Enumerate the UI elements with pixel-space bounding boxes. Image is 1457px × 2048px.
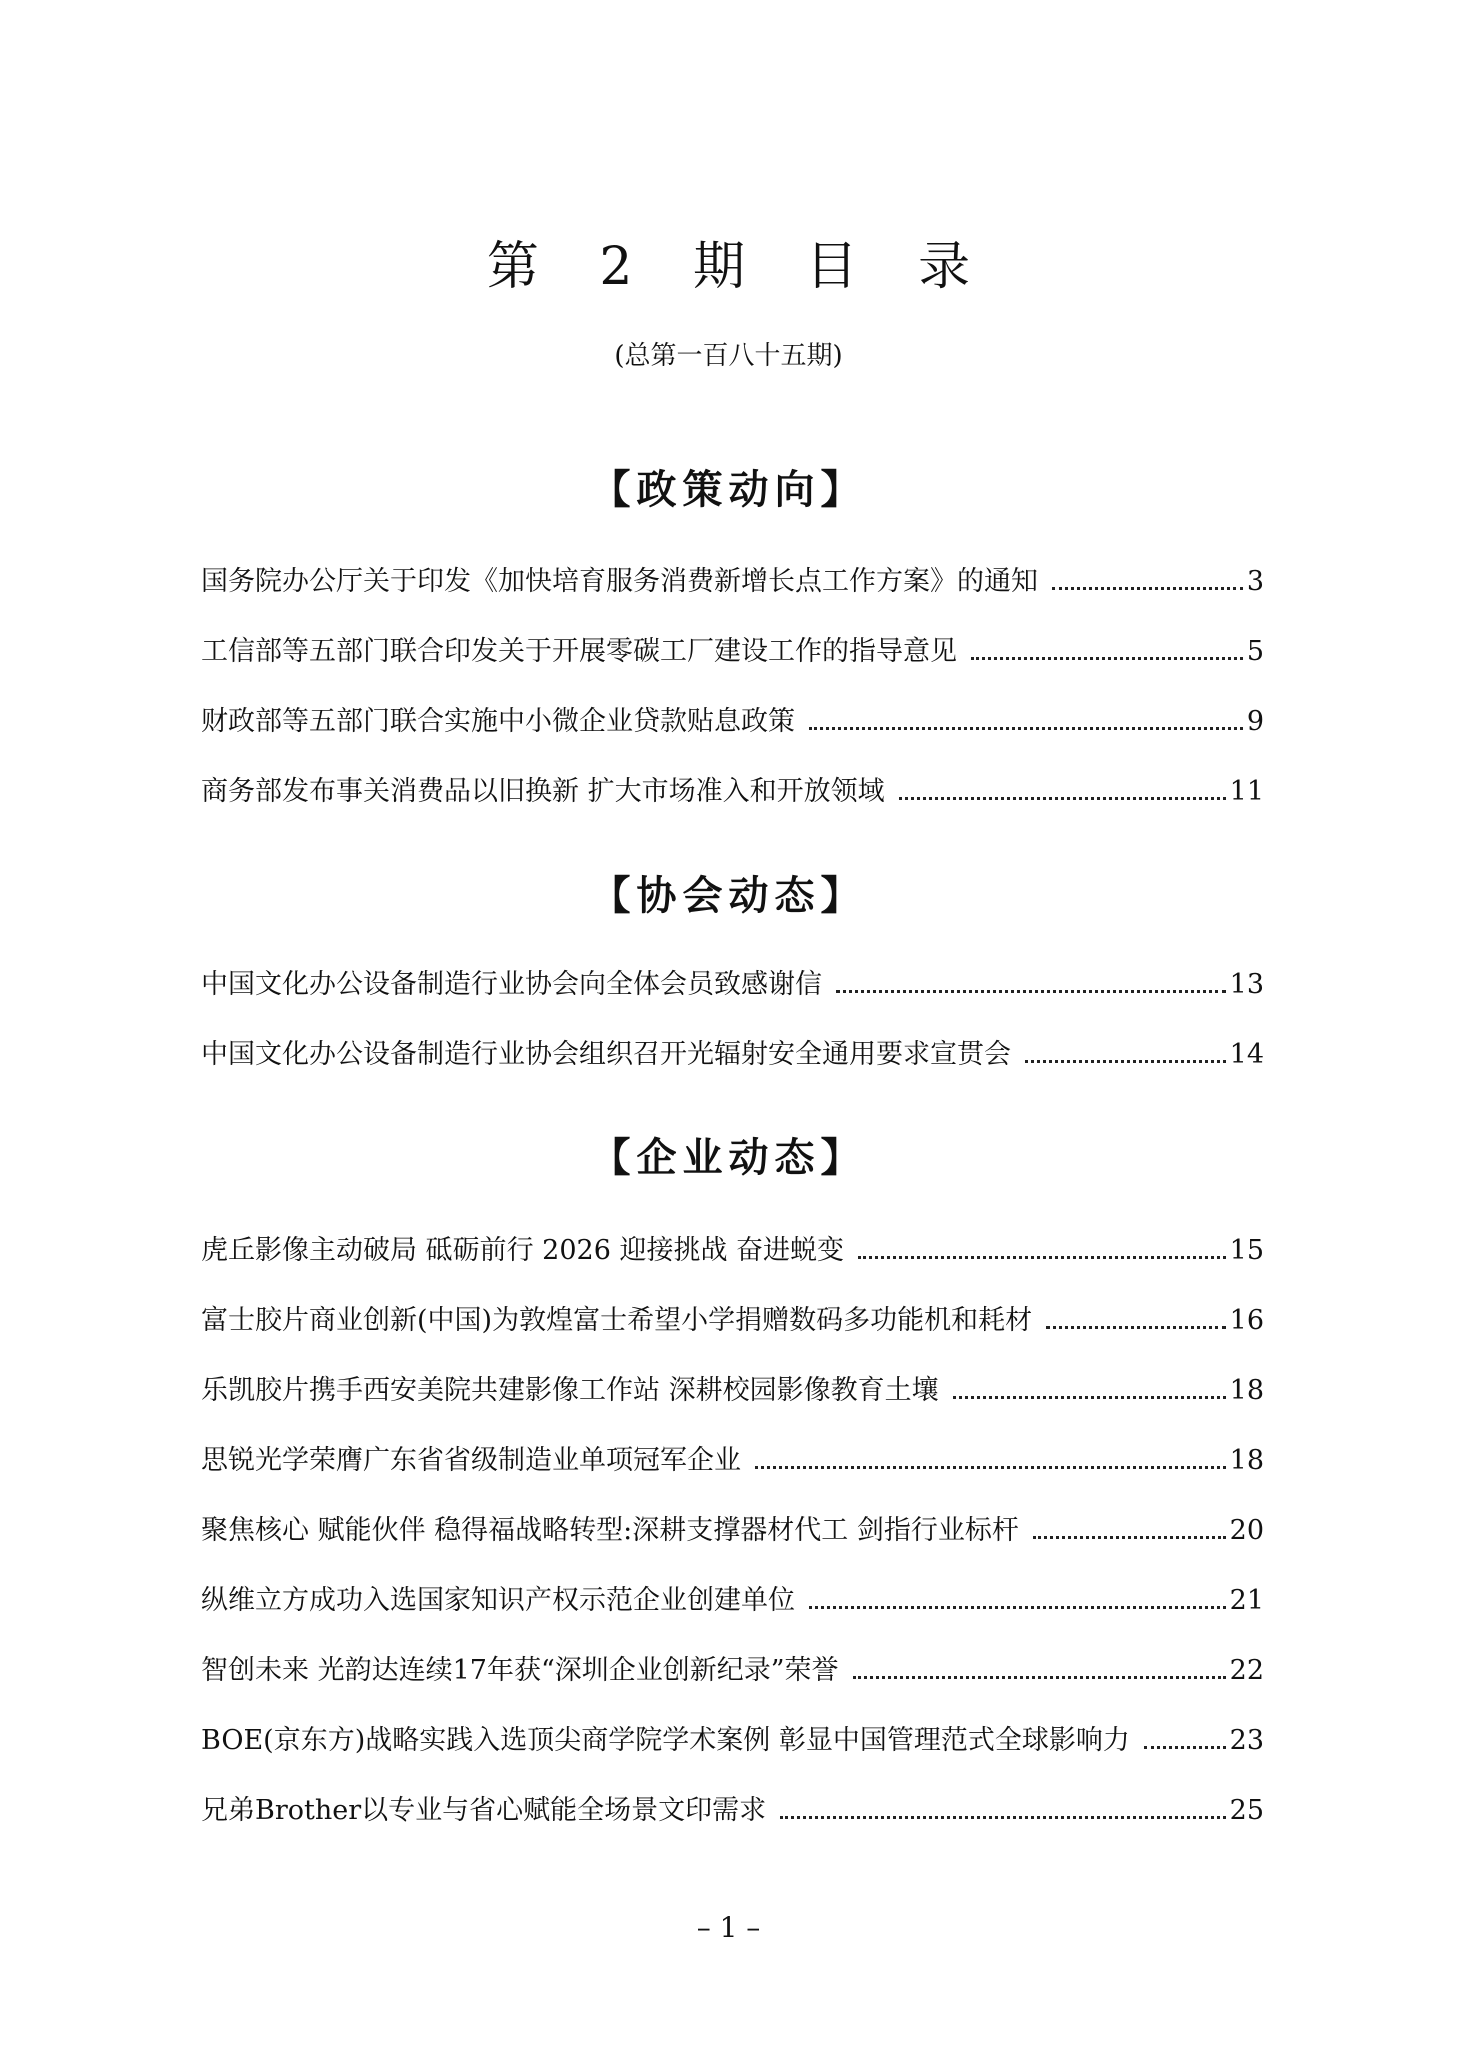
toc-row[interactable] bbox=[201, 702, 1264, 742]
toc-page: 23 bbox=[1229, 1725, 1264, 1756]
toc-leader-dots bbox=[809, 1606, 1226, 1609]
section-heading-association: 【协会动态】 bbox=[590, 872, 867, 919]
toc-leader-dots bbox=[1144, 1746, 1226, 1749]
toc-leader-dots bbox=[755, 1466, 1226, 1469]
toc-page: 11 bbox=[1229, 776, 1264, 807]
toc-title: 富士胶片商业创新(中国)为敦煌富士希望小学捐赠数码多功能机和耗材 bbox=[201, 1305, 1033, 1336]
page-title: 第 2 期 目 录 bbox=[486, 237, 993, 297]
toc-row[interactable] bbox=[201, 965, 1264, 1005]
toc-row[interactable] bbox=[201, 1035, 1264, 1075]
toc-page: 18 bbox=[1229, 1445, 1264, 1476]
toc-row[interactable] bbox=[201, 562, 1264, 602]
toc-leader-dots bbox=[953, 1396, 1226, 1399]
toc-page: 18 bbox=[1229, 1375, 1264, 1406]
toc-title: 智创未来 光韵达连续17年获“深圳企业创新纪录”荣誉 bbox=[201, 1655, 839, 1686]
toc-page: 25 bbox=[1229, 1795, 1264, 1826]
toc-row[interactable] bbox=[201, 1651, 1264, 1691]
toc-title: 中国文化办公设备制造行业协会组织召开光辐射安全通用要求宣贯会 bbox=[201, 1039, 1011, 1070]
toc-page: 3 bbox=[1246, 566, 1264, 597]
toc-page: 9 bbox=[1246, 706, 1264, 737]
page-subtitle: (总第一百八十五期) bbox=[614, 341, 843, 371]
toc-row[interactable] bbox=[201, 1791, 1264, 1831]
toc-leader-dots bbox=[1025, 1060, 1226, 1063]
toc-row[interactable] bbox=[201, 1721, 1264, 1761]
toc-title: 乐凯胶片携手西安美院共建影像工作站 深耕校园影像教育土壤 bbox=[201, 1375, 939, 1406]
toc-title: 中国文化办公设备制造行业协会向全体会员致感谢信 bbox=[201, 969, 822, 1000]
toc-leader-dots bbox=[971, 657, 1243, 660]
toc-row[interactable] bbox=[201, 1511, 1264, 1551]
toc-page: 16 bbox=[1229, 1305, 1264, 1336]
toc-page: 15 bbox=[1229, 1235, 1264, 1266]
toc-row[interactable] bbox=[201, 1581, 1264, 1621]
toc-leader-dots bbox=[899, 797, 1226, 800]
toc-row[interactable] bbox=[201, 1301, 1264, 1341]
toc-title: 国务院办公厅关于印发《加快培育服务消费新增长点工作方案》的通知 bbox=[201, 566, 1038, 597]
toc-page: 21 bbox=[1229, 1585, 1264, 1616]
toc-title: 纵维立方成功入选国家知识产权示范企业创建单位 bbox=[201, 1585, 795, 1616]
toc-title: 聚焦核心 赋能伙伴 稳得福战略转型:深耕支撑器材代工 剑指行业标杆 bbox=[201, 1515, 1019, 1546]
toc-title: BOE(京东方)战略实践入选顶尖商学院学术案例 彰显中国管理范式全球影响力 bbox=[201, 1725, 1130, 1756]
toc-leader-dots bbox=[1033, 1536, 1226, 1539]
toc-row[interactable] bbox=[201, 772, 1264, 812]
toc-page: 14 bbox=[1229, 1039, 1264, 1070]
page-number: – 1 – bbox=[696, 1911, 761, 1944]
toc-row[interactable] bbox=[201, 1371, 1264, 1411]
section-heading-policy: 【政策动向】 bbox=[590, 466, 867, 513]
toc-leader-dots bbox=[1052, 587, 1243, 590]
toc-row[interactable] bbox=[201, 632, 1264, 672]
toc-row[interactable] bbox=[201, 1441, 1264, 1481]
toc-page: 22 bbox=[1229, 1655, 1264, 1686]
toc-title: 工信部等五部门联合印发关于开展零碳工厂建设工作的指导意见 bbox=[201, 636, 957, 667]
toc-title: 兄弟Brother以专业与省心赋能全场景文印需求 bbox=[201, 1795, 767, 1826]
toc-page: 20 bbox=[1229, 1515, 1264, 1546]
toc-title: 虎丘影像主动破局 砥砺前行 2026 迎接挑战 奋进蜕变 bbox=[201, 1235, 845, 1266]
toc-leader-dots bbox=[780, 1816, 1226, 1819]
toc-leader-dots bbox=[809, 727, 1243, 730]
toc-title: 商务部发布事关消费品以旧换新 扩大市场准入和开放领域 bbox=[201, 776, 885, 807]
toc-leader-dots bbox=[1046, 1326, 1226, 1329]
toc-title: 财政部等五部门联合实施中小微企业贷款贴息政策 bbox=[201, 706, 795, 737]
toc-page: 13 bbox=[1229, 969, 1264, 1000]
toc-page: 5 bbox=[1246, 636, 1264, 667]
toc-leader-dots bbox=[836, 990, 1226, 993]
toc-row[interactable] bbox=[201, 1231, 1264, 1271]
section-heading-enterprise: 【企业动态】 bbox=[590, 1134, 867, 1181]
toc-title: 思锐光学荣膺广东省省级制造业单项冠军企业 bbox=[201, 1445, 741, 1476]
toc-leader-dots bbox=[858, 1256, 1226, 1259]
toc-leader-dots bbox=[853, 1676, 1226, 1679]
